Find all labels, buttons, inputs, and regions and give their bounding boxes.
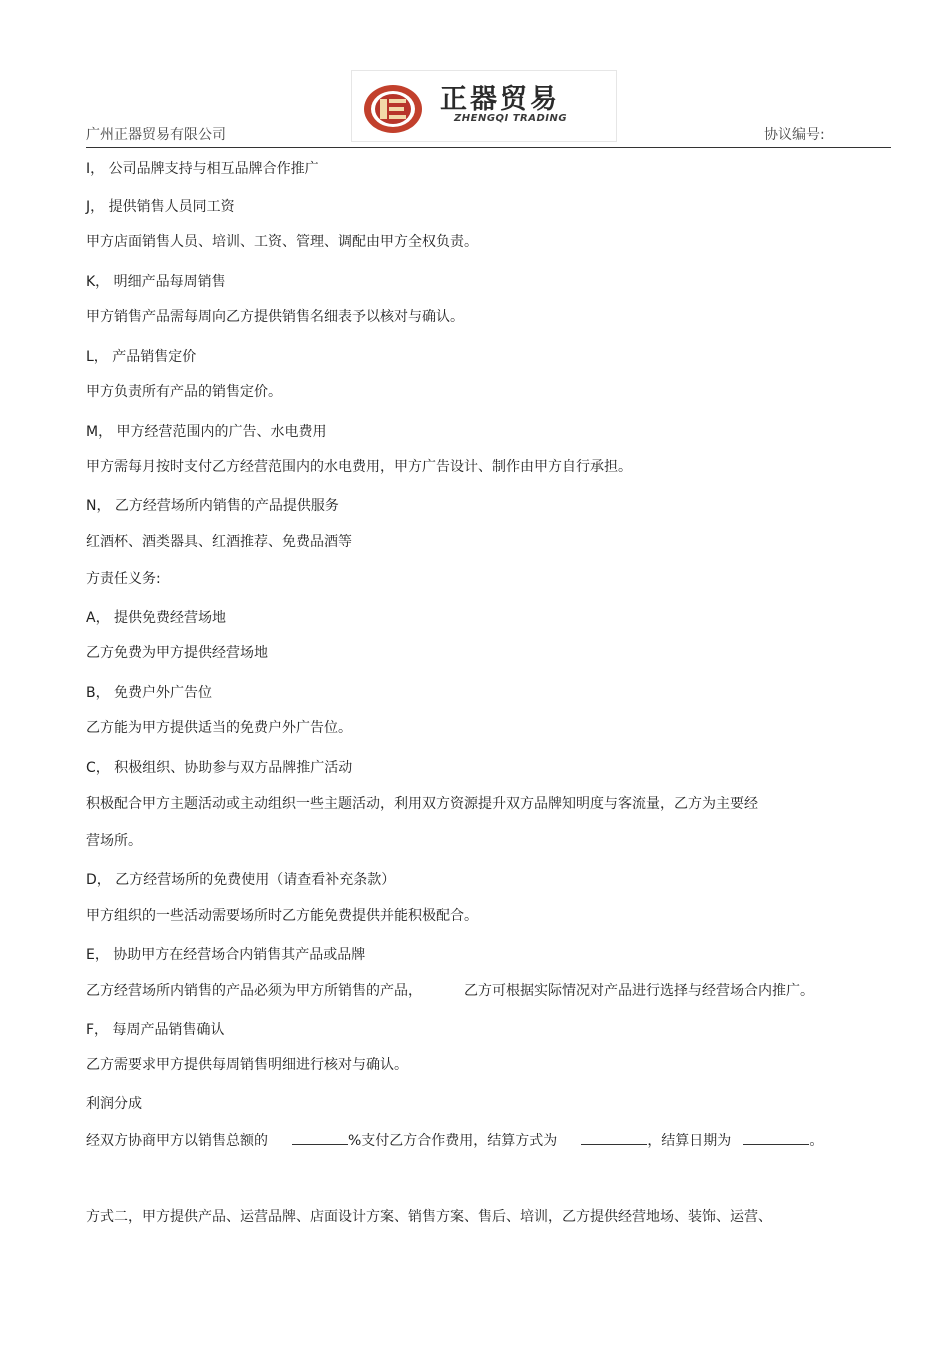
profit-sharing-heading: 利润分成 [86,1096,142,1112]
profit-text-3: ，结算日期为 [647,1133,732,1149]
clause-e-body [86,980,814,1000]
clause-m-heading: M， 甲方经营范围内的广告、水电费用 [86,424,327,440]
clause-l-heading: L， 产品销售定价 [86,349,197,365]
section-heading-duties: 方责任义务: [86,571,161,587]
logo-english-text: ZHENGQI TRADING [454,113,568,124]
clause-d-heading: D， 乙方经营场所的免费使用（请查看补充条款） [86,872,396,888]
logo-chinese-text: 正器贸易 [440,84,560,115]
clause-c-heading: C， 积极组织、协助参与双方品牌推广活动 [86,760,353,776]
agreement-number-label: 协议编号: [764,127,825,143]
clause-j-body: 甲方店面销售人员、培训、工资、管理、调配由甲方全权负责。 [86,234,478,250]
profit-text-1: 经双方协商甲方以销售总额的 [86,1133,268,1149]
clause-d-body: 甲方组织的一些活动需要场所时乙方能免费提供并能积极配合。 [86,908,478,924]
logo-emblem-icon [363,84,423,134]
clause-e-body-part1: 乙方经营场所内销售的产品必须为甲方所销售的产品， [86,983,422,999]
company-name: 广州正器贸易有限公司 [86,127,226,143]
profit-text-4: 。 [809,1133,824,1149]
clause-n-heading: N， 乙方经营场所内销售的产品提供服务 [86,498,339,514]
clause-e-heading: E， 协助甲方在经营场合内销售其产品或品牌 [86,947,366,963]
clause-b-heading: B， 免费户外广告位 [86,685,213,701]
header-divider [86,147,891,148]
clause-k-body: 甲方销售产品需每周向乙方提供销售名细表予以核对与确认。 [86,309,464,325]
clause-c-body-1: 积极配合甲方主题活动或主动组织一些主题活动，利用双方资源提升双方品牌知明度与客流量，乙方为主要经 [86,796,758,812]
clause-a-body: 乙方免费为甲方提供经营场地 [86,645,268,661]
clause-m-body: 甲方需每月按时支付乙方经营范围内的水电费用，甲方广告设计、制作由甲方自行承担。 [86,459,632,475]
percentage-blank[interactable] [292,1132,348,1145]
clause-e-body-part2: 乙方可根据实际情况对产品进行选择与经营场合内推广。 [464,983,814,999]
clause-i-heading: I， 公司品牌支持与相互品牌合作推广 [86,161,319,177]
clause-b-body: 乙方能为甲方提供适当的免费户外广告位。 [86,720,352,736]
company-logo [351,70,617,142]
clause-l-body: 甲方负责所有产品的销售定价。 [86,384,282,400]
profit-sharing-terms [86,1130,823,1150]
profit-text-2: %支付乙方合作费用，结算方式为 [348,1133,558,1149]
clause-j-heading: J， 提供销售人员同工资 [86,199,235,215]
clause-f-body: 乙方需要求甲方提供每周销售明细进行核对与确认。 [86,1057,408,1073]
clause-a-heading: A， 提供免费经营场地 [86,610,227,626]
clause-n-body: 红酒杯、酒类器具、红酒推荐、免费品酒等 [86,534,352,550]
clause-k-heading: K， 明细产品每周销售 [86,274,226,290]
clause-c-body-2: 营场所。 [86,833,142,849]
method-two-paragraph: 方式二，甲方提供产品、运营品牌、店面设计方案、销售方案、售后、培训，乙方提供经营地场、装饰、运营、 [86,1209,772,1225]
clause-f-heading: F， 每周产品销售确认 [86,1022,225,1038]
settlement-method-blank[interactable] [581,1132,647,1145]
settlement-date-blank[interactable] [743,1132,809,1145]
